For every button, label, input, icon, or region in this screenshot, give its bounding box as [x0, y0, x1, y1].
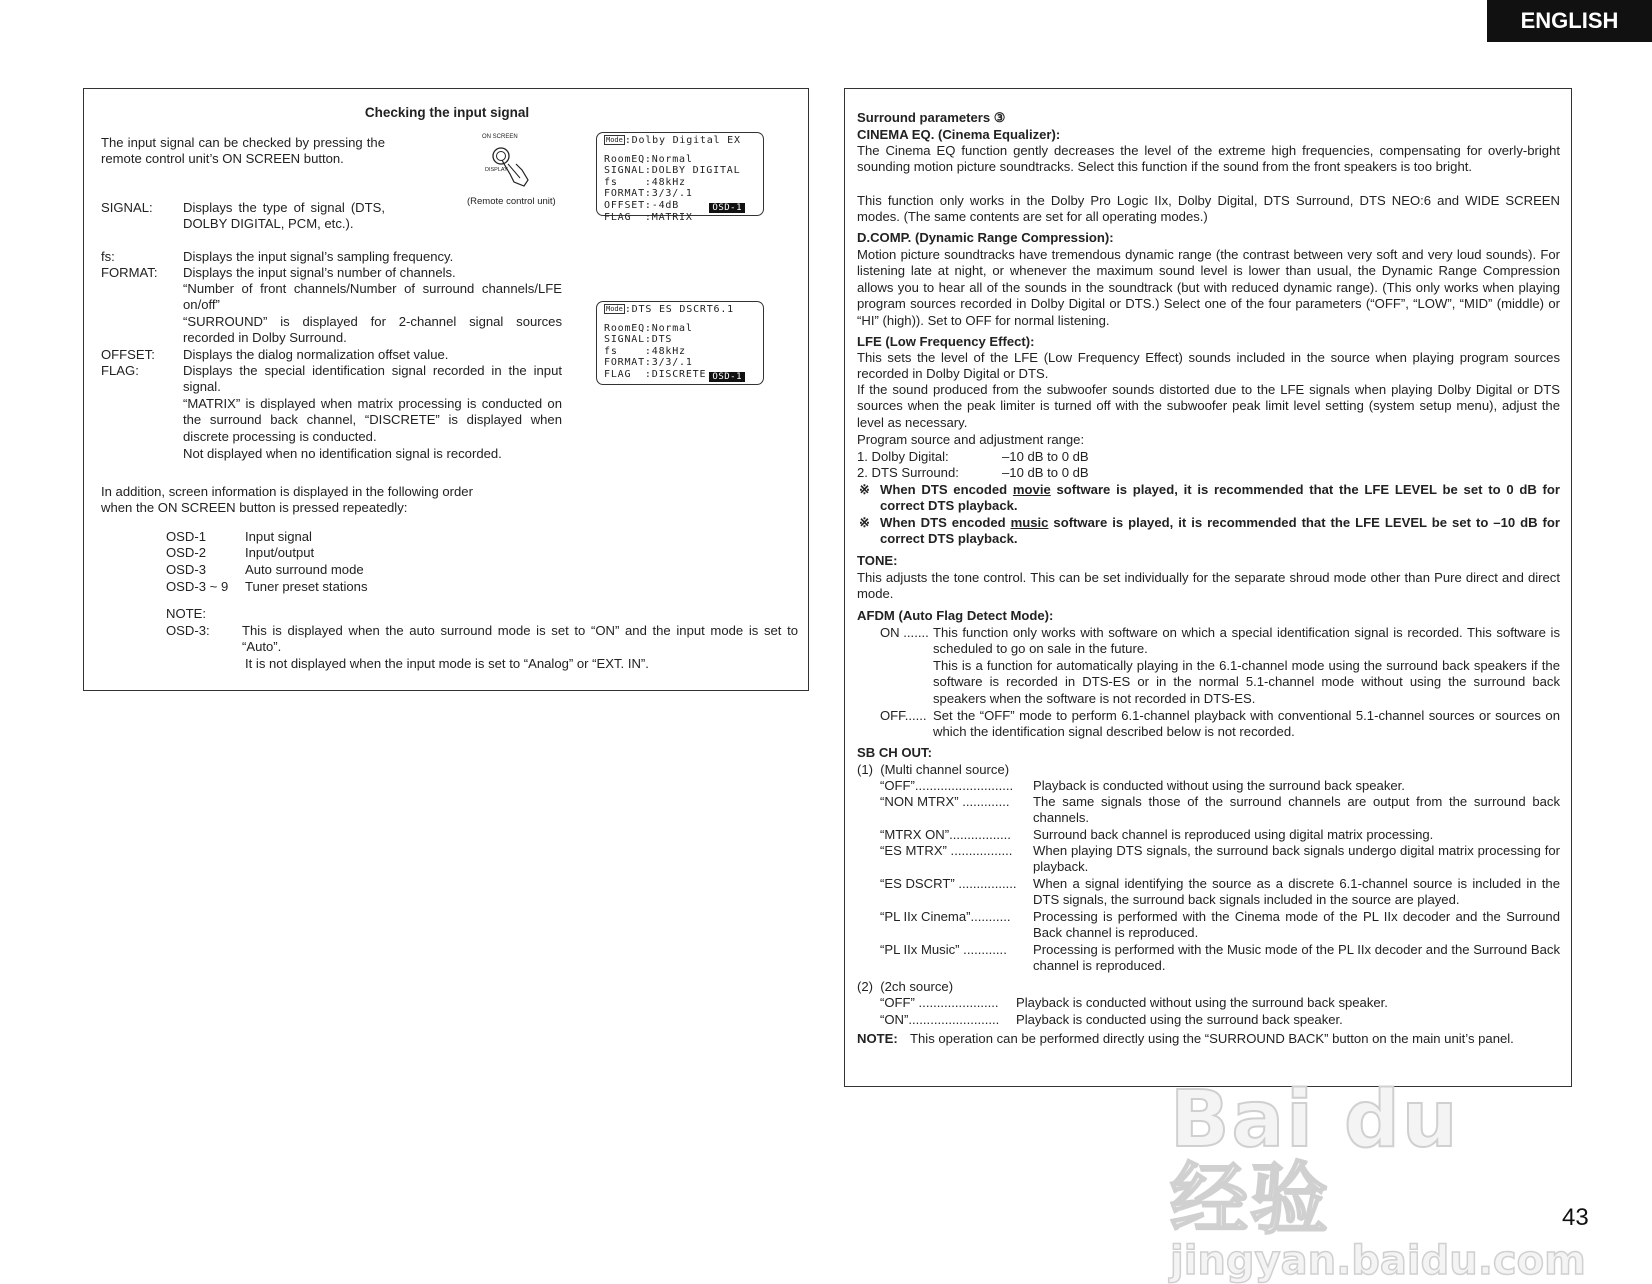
def-format-3: “SURROUND” is displayed for 2-channel signal sources recorded in Dolby Surround.: [183, 314, 562, 346]
note-text: This operation can be performed directly using the “SURROUND BACK” button on the main unit’s panel.: [910, 1031, 1514, 1046]
afdm-on-text-2: This is a function for automatically playing in the 6.1-channel mode using the surround back speakers if the software is recorded in DTS-ES or in the normal 5.1-channel mode without using the surround back speakers when the software is not recorded in DTS-ES.: [933, 658, 1560, 706]
osd-desc: Auto surround mode: [245, 562, 364, 577]
sb-option-desc: When playing DTS signals, the surround back signals undergo digital matrix processing for playback.: [1033, 843, 1560, 875]
lfe-warning-movie: When DTS encoded movie software is played, it is recommended that the LFE LEVEL be set to 0 dB for correct DTS playback.: [880, 482, 1560, 514]
sb-option-key: “MTRX ON”.................: [880, 827, 1011, 842]
sb-2ch-label: (2) (2ch source): [857, 979, 954, 994]
osd-code: OSD-1: [166, 529, 207, 544]
intro-text: The input signal can be checked by pressing the remote control unit’s ON SCREEN button.: [101, 135, 385, 167]
def-flag-2: “MATRIX” is displayed when matrix processing is conducted on the surround back channel, “DISCRETE” is displayed when discrete processing is conducted.: [183, 396, 562, 444]
sb-option-desc: Processing is performed with the Music mode of the PL IIx decoder and the Surround Back channel is reproduced.: [1033, 942, 1560, 974]
term-format: FORMAT:: [101, 265, 158, 280]
sb-multi-label: (1) (Multi channel source): [857, 762, 1010, 777]
sb-option-desc: Surround back channel is reproduced using digital matrix processing.: [1033, 827, 1434, 842]
lfe-range-value: –10 dB to 0 dB: [1002, 449, 1089, 464]
note-term: OSD-3:: [166, 623, 210, 638]
warning-mark: ※: [859, 482, 870, 497]
term-fs: fs:: [101, 249, 115, 264]
sb-option-key: “OFF”...........................: [880, 778, 1014, 793]
remote-control-icon: ON SCREEN DISPLAY: [484, 134, 554, 194]
def-flag-3: Not displayed when no identification signal is recorded.: [183, 446, 502, 461]
tone-text: This adjusts the tone control. This can be set individually for the separate shroud mode other than Pure direct and direct mode.: [857, 570, 1560, 602]
afdm-off-text: Set the “OFF” mode to perform 6.1-channel playback with conventional 5.1-channel sources or sources on which the identification signal described below is not recorded.: [933, 708, 1560, 740]
def-signal: Displays the type of signal (DTS, DOLBY DIGITAL, PCM, etc.).: [183, 200, 385, 232]
osd-screen-1: Mode :Dolby Digital EX RoomEQ:Normal SIGNAL:DOLBY DIGITAL fs :48kHz FORMAT:3/3/.1 OFFSET:-4dB FLAG :MATRIX OSD-1: [596, 132, 764, 216]
sb-option-desc: Processing is performed with the Cinema mode of the PL IIx decoder and the Surround Back channel is reproduced.: [1033, 909, 1560, 941]
sb-option-key: “NON MTRX” .............: [880, 794, 1010, 809]
note-label: NOTE:: [857, 1031, 898, 1046]
afdm-title: AFDM (Auto Flag Detect Mode):: [857, 608, 1054, 623]
language-tab: ENGLISH: [1487, 0, 1652, 42]
afdm-on-text-1: This function only works with software on which a special identification signal is recorded. This software is scheduled to go on sale in the future.: [933, 625, 1560, 657]
dcomp-title: D.COMP. (Dynamic Range Compression):: [857, 230, 1114, 245]
lfe-range-value: –10 dB to 0 dB: [1002, 465, 1089, 480]
note-line-1: This is displayed when the auto surround mode is set to “ON” and the input mode is set to “Auto”.: [242, 623, 798, 655]
osd-desc: Tuner preset stations: [245, 579, 368, 594]
sb-option-key: “ON”.........................: [880, 1012, 1000, 1027]
osd-code: OSD-3: [166, 562, 207, 577]
watermark-brand: Bai du 经验: [1170, 1075, 1460, 1245]
osd-code: OSD-2: [166, 545, 207, 560]
osd-code: OSD-3 ~ 9: [166, 579, 229, 594]
addition-text: In addition, screen information is displayed in the following order when the ON SCREEN button is pressed repeatedly:: [101, 484, 473, 516]
tone-title: TONE:: [857, 553, 898, 568]
note-line-2: It is not displayed when the input mode is set to “Analog” or “EXT. IN”.: [245, 656, 649, 671]
surround-parameters-panel: [844, 88, 1572, 1087]
sb-ch-out-title: SB CH OUT:: [857, 745, 932, 760]
osd-desc: Input/output: [245, 545, 315, 560]
sb-option-key: “ES DSCRT” ................: [880, 876, 1017, 891]
afdm-on-label: ON .......: [880, 625, 929, 640]
page-number: 43: [1562, 1204, 1589, 1231]
dcomp-text: Motion picture soundtracks have tremendous dynamic range (the contrast between very soft and very loud sounds). For listening late at night, or whenever the maximum sound level is lower than usual, the Dynamic Range Compression allows you to hear all of the sounds in the soundtrack (but with reduced dynamic range). (This only works when playing program sources recorded in Dolby Digital or DTS.) Select one of the four parameters (“OFF”, “LOW”, “MID” (middle) or “HI” (high)). Set to OFF for normal listening.: [857, 247, 1560, 328]
panel-title: Checking the input signal: [364, 105, 530, 120]
def-format-1: Displays the input signal’s number of channels.: [183, 265, 456, 280]
watermark-url: jingyan.baidu.com: [1170, 1238, 1586, 1284]
warning-mark: ※: [859, 515, 870, 530]
term-flag: FLAG:: [101, 363, 139, 378]
osd-screen-2: Mode :DTS ES DSCRT6.1 RoomEQ:Normal SIGNAL:DTS fs :48kHz FORMAT:3/3/.1 FLAG :DISCRETE OSD-1: [596, 301, 764, 385]
cinema-eq-text-1: The Cinema EQ function gently decreases the level of the extreme high frequencies, compensating for overly-bright sounding motion picture soundtracks. Select this function if the sound from the front speakers is too bright.: [857, 143, 1560, 175]
sb-option-key: “ES MTRX” .................: [880, 843, 1013, 858]
def-format-2: “Number of front channels/Number of surround channels/LFE on/off”: [183, 281, 562, 313]
sb-option-key: “PL IIx Cinema”...........: [880, 909, 1011, 924]
cinema-eq-text-2: This function only works in the Dolby Pro Logic IIx, Dolby Digital, DTS Surround, DTS NEO:6 and WIDE SCREEN modes. (The same contents are set for all operating modes.): [857, 193, 1560, 225]
lfe-warning-music: When DTS encoded music software is played, it is recommended that the LFE LEVEL be set to –10 dB for correct DTS playback.: [880, 515, 1560, 547]
sb-option-key: “OFF” ......................: [880, 995, 999, 1010]
osd-desc: Input signal: [245, 529, 312, 544]
sb-option-desc: Playback is conducted without using the surround back speaker.: [1016, 995, 1388, 1010]
def-offset: Displays the dialog normalization offset value.: [183, 347, 449, 362]
input-signal-panel: [83, 88, 809, 691]
afdm-off-label: OFF......: [880, 708, 927, 723]
lfe-text-1: This sets the level of the LFE (Low Frequency Effect) sounds included in the source when playing program sources recorded in Dolby Digital or DTS.: [857, 350, 1560, 382]
term-offset: OFFSET:: [101, 347, 155, 362]
lfe-range-source: 2. DTS Surround:: [857, 465, 959, 480]
def-flag-1: Displays the special identification signal recorded in the input signal.: [183, 363, 562, 395]
section-heading: Surround parameters ③: [857, 110, 1006, 125]
lfe-range-source: 1. Dolby Digital:: [857, 449, 949, 464]
note-label: NOTE:: [166, 606, 207, 621]
term-signal: SIGNAL:: [101, 200, 153, 215]
remote-caption: (Remote control unit): [467, 196, 556, 207]
lfe-range-label: Program source and adjustment range:: [857, 432, 1085, 447]
sb-option-desc: Playback is conducted using the surround back speaker.: [1016, 1012, 1343, 1027]
lfe-title: LFE (Low Frequency Effect):: [857, 334, 1035, 349]
lfe-text-2: If the sound produced from the subwoofer sounds distorted due to the LFE signals when playing Dolby Digital or DTS sources when the peak limiter is turned off with the subwoofer peak limit level setting (system setup menu), adjust the level as necessary.: [857, 382, 1560, 430]
cinema-eq-title: CINEMA EQ. (Cinema Equalizer):: [857, 127, 1061, 142]
sb-option-key: “PL IIx Music” ............: [880, 942, 1007, 957]
def-fs: Displays the input signal’s sampling frequency.: [183, 249, 454, 264]
sb-option-desc: When a signal identifying the source as a discrete 6.1-channel source is included in the DTS signals, the surround back signals included in the source are played.: [1033, 876, 1560, 908]
sb-option-desc: Playback is conducted without using the surround back speaker.: [1033, 778, 1405, 793]
sb-option-desc: The same signals those of the surround channels are output from the surround back channels.: [1033, 794, 1560, 826]
